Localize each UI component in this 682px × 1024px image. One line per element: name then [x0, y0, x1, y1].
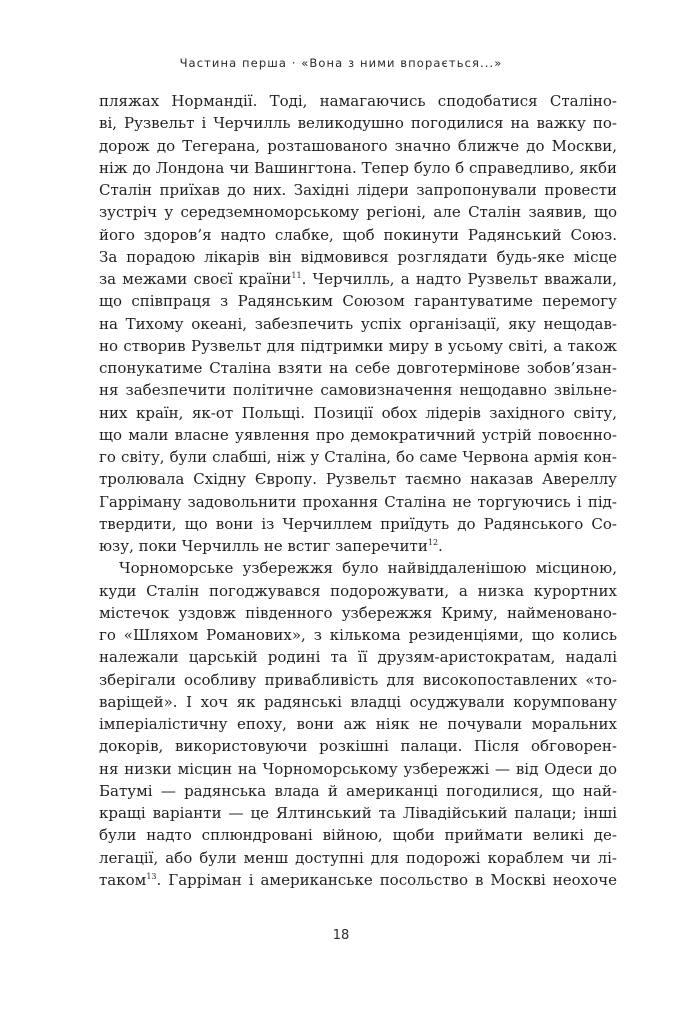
- text-line: [99, 869, 617, 891]
- text-line: його здоров’я надто слабке, щоб покинути Радянський Союз.: [99, 225, 617, 244]
- text-line: них країн, як-от Польщі. Позиції обох лідерів західного світу,: [99, 403, 617, 422]
- text-line: но створив Рузвельт для підтримки миру в усьому світі, а також: [99, 336, 617, 355]
- footnote-marker[interactable]: 12: [427, 538, 439, 547]
- page-number: 18: [332, 928, 350, 943]
- text-line: го «Шляхом Романових», з кількома резиденціями, що колись: [99, 626, 617, 644]
- text-line: ня забезпечити політичне самовизначення нещодавно звільне-: [99, 381, 617, 400]
- paragraph-1: [99, 90, 617, 557]
- text-line: зберігали особливу привабливість для високопоставлених «то-: [99, 670, 617, 689]
- line-text: таком: [99, 870, 147, 889]
- text-line: го світу, були слабші, ніж у Сталіна, бо саме Червона армія кон-: [99, 448, 617, 466]
- text-line: ніж до Лондона чи Вашингтона. Тепер було б справедливо, якби: [99, 158, 617, 177]
- text-line: що співпраця з Радянським Союзом гарантуватиме перемогу: [99, 292, 617, 311]
- footnote-marker[interactable]: 11: [291, 271, 302, 280]
- text-line: ві, Рузвельт і Черчилль великодушно погодилися на важку по-: [99, 114, 617, 133]
- text-line: кращі варіанти — це Ялтинський та Лівадійський палаци; інші: [99, 804, 617, 822]
- text-line: Чорноморське узбережжя було найвіддаленішою місциною,: [119, 559, 617, 578]
- text-line: належали царській родині та її друзям-аристократам, надалі: [99, 648, 617, 667]
- text-line: [99, 535, 617, 557]
- text-line: докорів, використовуючи розкішні палаци. Після обговорен-: [99, 737, 617, 756]
- text-line: дорож до Тегерана, розташованого значно ближче до Москви,: [99, 136, 617, 155]
- text-line: імперіалістичну епоху, вони аж ніяк не почували моральних: [99, 715, 617, 733]
- text-line: ня низки місцин на Чорноморському узбережжі — від Одеси до: [99, 759, 617, 778]
- footnote-marker[interactable]: 13: [146, 871, 157, 881]
- line-text: юзу, поки Черчилль не встиг заперечити: [99, 537, 428, 555]
- running-header: Частина перша · «Вона з ними впорається...»: [179, 56, 503, 70]
- text-line: куди Сталін погоджувався подорожувати, а низка курортних: [99, 581, 617, 600]
- line-text: . Гарріман і американське посольство в Москві неохоче: [156, 870, 617, 889]
- text-line: твердити, що вони із Черчиллем приїдуть до Радянського Со-: [99, 514, 617, 533]
- line-text: . Черчилль, а надто Рузвельт вважали,: [301, 270, 617, 288]
- paragraph-2: [99, 557, 617, 891]
- text-line: Батумі — радянська влада й американці погодилися, що най-: [99, 781, 617, 800]
- text-line: Гарріману задовольнити прохання Сталіна не торгуючись і під-: [99, 492, 617, 511]
- text-line: на Тихому океані, забезпечить успіх організації, яку нещодав-: [99, 314, 617, 333]
- text-line: були надто сплюндровані війною, щоби приймати великі де-: [99, 826, 617, 845]
- text-line: тролювала Східну Європу. Рузвельт таємно наказав Авереллу: [99, 470, 617, 489]
- line-text: .: [438, 537, 443, 555]
- text-line: За порадою лікарів він відмовився розглядати будь-яке місце: [99, 247, 617, 266]
- text-line: що мали власне уявлення про демократичний устрій повоєнно-: [99, 425, 617, 444]
- line-text: за межами своєї країни: [99, 270, 292, 288]
- text-line: містечок уздовж південного узбережжя Криму, найменовано-: [99, 603, 617, 622]
- text-line: Сталін приїхав до них. Західні лідери запропонували провести: [99, 181, 617, 199]
- text-line: зустріч у середземноморському регіоні, але Сталін заявив, що: [99, 203, 617, 222]
- body-text: [99, 90, 617, 891]
- text-line: [99, 268, 617, 290]
- text-line: легації, або були менш доступні для подорожі кораблем чи лі-: [99, 848, 617, 867]
- text-line: пляжах Нормандії. Тоді, намагаючись сподобатися Сталіно-: [99, 92, 617, 110]
- text-line: спонукатиме Сталіна взяти на себе довготермінове зобов’язан-: [99, 359, 617, 377]
- text-line: варіщей». І хоч як радянські владці осуджували корумповану: [99, 692, 617, 711]
